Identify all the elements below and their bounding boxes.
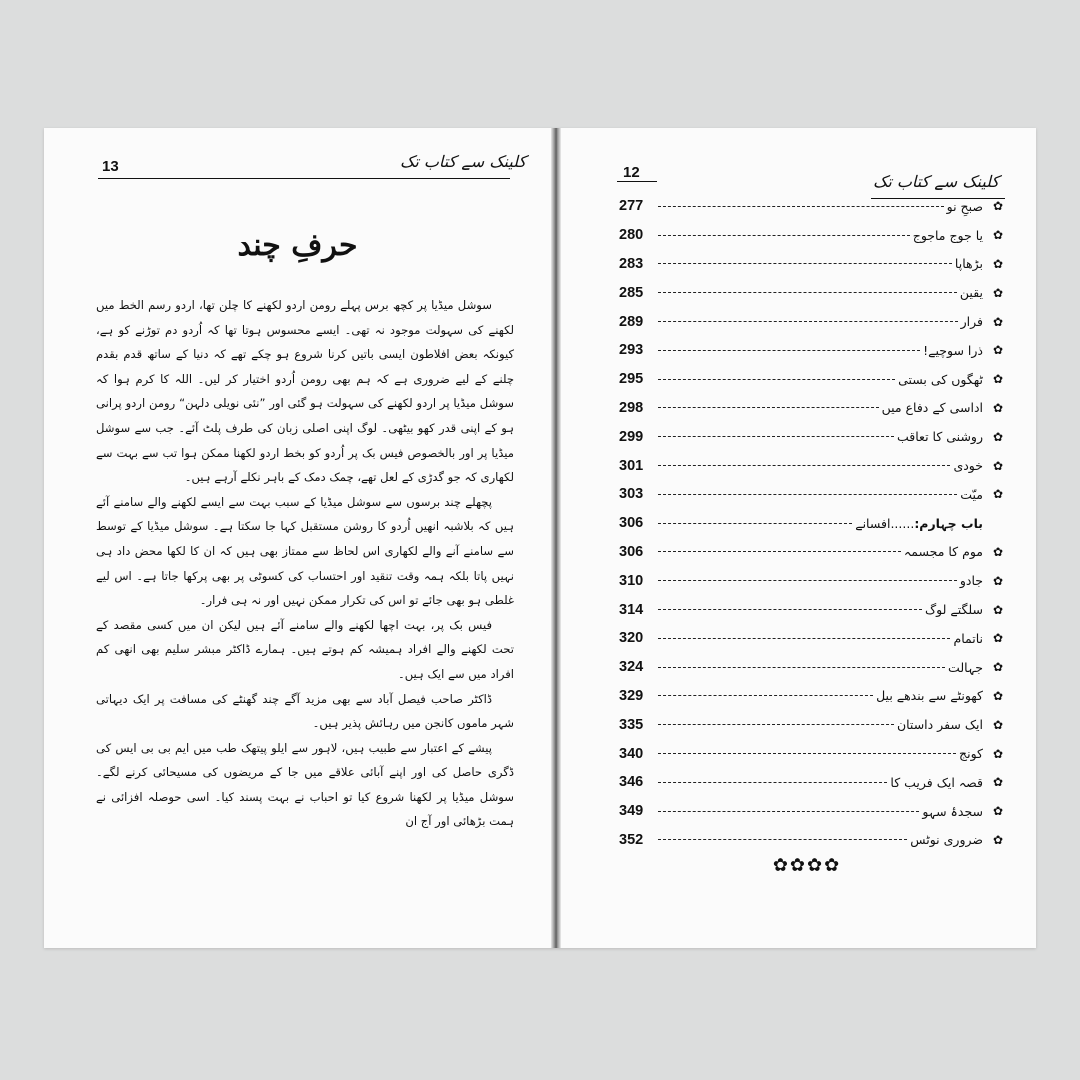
toc-row	[619, 307, 1005, 336]
toc-page-number: 293	[619, 342, 644, 359]
toc-page-number: 283	[619, 255, 644, 272]
toc-row	[619, 653, 1005, 682]
flower-icon: ✿	[992, 343, 1004, 358]
left-page	[44, 128, 551, 948]
toc-title-text: فرار	[960, 314, 983, 330]
dot-leader	[658, 695, 873, 696]
toc-title-text: ٹھگوں کی بستی	[898, 371, 983, 387]
toc-page-number: 349	[619, 803, 644, 820]
dot-leader	[658, 350, 920, 351]
toc-page-number: 306	[619, 515, 644, 532]
dot-leader	[658, 724, 894, 725]
toc-title	[904, 544, 983, 559]
toc-title-text: کونج	[959, 746, 983, 762]
toc-page-number: 306	[619, 543, 644, 560]
toc-row	[619, 480, 1005, 509]
dot-leader	[658, 839, 907, 840]
toc-row	[619, 451, 1005, 480]
toc-row	[619, 566, 1005, 595]
toc-page-number: 280	[619, 227, 644, 244]
toc-title-text: ناتمام	[953, 630, 983, 646]
toc-row	[619, 624, 1005, 653]
toc-title	[890, 775, 983, 790]
toc-title-text: میّت	[960, 486, 983, 502]
toc-title-text: بڑھاپا	[954, 256, 983, 272]
toc-title	[959, 746, 983, 761]
toc-row	[619, 739, 1005, 768]
book-gutter	[551, 128, 561, 948]
toc-title-text: کھونٹے سے بندھے بیل	[876, 688, 983, 704]
dot-leader	[658, 551, 901, 552]
toc-title-text: روشنی کا تعاقب	[896, 429, 983, 445]
toc-page-number: 289	[619, 313, 644, 330]
toc-title	[923, 343, 983, 358]
page-number-rule	[617, 181, 657, 182]
flower-icon: ✿	[992, 573, 1004, 588]
dot-leader	[658, 580, 957, 581]
toc-row	[619, 595, 1005, 624]
toc-page-number: 346	[619, 774, 644, 791]
toc-title	[953, 458, 983, 473]
toc-row	[619, 710, 1005, 739]
flower-icon: ✿	[992, 400, 1004, 415]
toc-title-text: یقین	[959, 285, 983, 301]
flower-icon: ✿	[992, 832, 1004, 847]
flower-icon: ✿	[992, 688, 1004, 703]
toc-title	[955, 256, 983, 271]
toc-row	[619, 682, 1005, 711]
flower-icon: ✿	[992, 199, 1004, 214]
toc-page-number: 298	[619, 399, 644, 416]
toc-row	[619, 797, 1005, 826]
dot-leader	[658, 494, 957, 495]
toc-title	[948, 660, 983, 675]
paragraph: ڈاکٹر صاحب فیصل آباد سے بھی مزید آگے چند گھنٹے کی مسافت پر ایک دیہاتی شہر ماموں کانجن میں رہائش پذیر ہیں۔	[96, 691, 514, 731]
toc-row	[619, 394, 1005, 423]
toc-title-text: اداسی کے دفاع میں	[881, 400, 983, 416]
page-number: 12	[623, 164, 640, 181]
toc-title	[897, 429, 983, 444]
toc-row	[619, 192, 1005, 221]
flower-icon: ✿	[992, 372, 1004, 387]
toc-title-text: سلگتے لوگ	[924, 602, 983, 618]
flower-icon: ✿	[992, 458, 1004, 473]
toc-page-number: 335	[619, 716, 644, 733]
toc-page-number: 277	[619, 198, 644, 215]
toc-row	[619, 365, 1005, 394]
toc-title-text: قصہ ایک فریب کا	[890, 774, 983, 790]
dot-leader	[658, 407, 879, 408]
toc-title-text: ایک سفر داستان	[896, 717, 983, 733]
flower-icon: ✿	[992, 256, 1004, 271]
right-page	[561, 128, 1036, 948]
dot-leader	[658, 811, 919, 812]
toc-page-number: 324	[619, 659, 644, 676]
flower-icon: ✿	[992, 487, 1004, 502]
dot-leader	[658, 465, 950, 466]
flower-icon: ✿	[992, 746, 1004, 761]
toc-page-number: 285	[619, 284, 644, 301]
toc-page-number: 320	[619, 630, 644, 647]
toc-title	[953, 631, 983, 646]
flower-icon: ✿	[992, 285, 1004, 300]
toc-title	[876, 688, 983, 703]
book-spread	[44, 128, 1036, 948]
toc-title	[925, 602, 983, 617]
toc-section-tag: ......افسانے	[855, 515, 915, 531]
toc-row	[619, 278, 1005, 307]
running-head: کلینک سے کتاب تک	[400, 152, 527, 171]
dot-leader	[658, 263, 952, 264]
flower-icon: ✿	[992, 631, 1004, 646]
toc-row	[619, 250, 1005, 279]
toc-title	[961, 314, 983, 329]
dot-leader	[658, 667, 945, 668]
toc-page-number: 329	[619, 687, 644, 704]
flower-icon: ✿	[992, 660, 1004, 675]
toc-title	[897, 717, 983, 732]
dot-leader	[658, 638, 950, 639]
toc-section-row	[619, 509, 1005, 538]
running-head: کلینک سے کتاب تک	[873, 172, 1000, 191]
toc-page-number: 303	[619, 486, 644, 503]
body-text	[96, 293, 514, 834]
toc-page-number: 352	[619, 831, 644, 848]
toc-title-text: ضروری نوٹس	[910, 832, 983, 848]
toc-row	[619, 336, 1005, 365]
toc-page-number: 310	[619, 572, 644, 589]
page-number: 13	[102, 158, 119, 175]
paragraph: پچھلے چند برسوں سے سوشل میڈیا کے سبب بہت سے ایسے لکھنے والے سامنے آئے ہیں کہ بلاشبہ انھیں اُردو کا روشن مستقبل کہا جا سکتا ہے۔ سوشل میڈیا کے توسط سے سامنے آنے والے لکھاری اس لحاظ سے ممتاز بھی ہیں کہ ان کا لکھا محض داد ہی نہیں پاتا بلکہ ہمہ وقت تنقید اور احتساب کی کسوٹی پر بھی پرکھا جاتا ہے۔ اس لیے غلطی ہو بھی جائے تو اس کی تکرار ممکن نہیں اور نہ ہی فرار۔	[96, 494, 514, 608]
toc-page-number: 301	[619, 457, 644, 474]
paragraph: فیس بک پر، بہت اچھا لکھنے والے سامنے آئے ہیں لیکن ان میں کسی مقصد کے تحت لکھنے والے افراد ہمیشہ کم ہوتے ہیں۔ ہمارے ڈاکٹر مبشر سلیم بھی انھی کم افراد میں سے ایک ہیں۔	[96, 617, 514, 681]
toc-title	[910, 832, 983, 847]
flower-icon: ✿	[992, 804, 1004, 819]
dot-leader	[658, 321, 958, 322]
header-rule	[98, 178, 510, 179]
end-ornament: ✿✿✿✿	[772, 855, 842, 876]
toc-title-text: خودی	[953, 458, 983, 474]
toc-row	[619, 826, 1005, 855]
dot-leader	[658, 609, 922, 610]
toc-title	[922, 804, 983, 819]
toc-title	[898, 372, 983, 387]
toc-page-number: 340	[619, 745, 644, 762]
flower-icon: ✿	[992, 544, 1004, 559]
dot-leader	[658, 436, 894, 437]
toc-title	[960, 285, 983, 300]
toc-title-text: باب چہارم:	[914, 515, 983, 531]
toc-title-text: ذرا سوچیے!	[923, 342, 983, 358]
toc-page-number: 295	[619, 371, 644, 388]
toc-title-text: صبحِ نو	[946, 198, 983, 214]
toc-title-text: جادو	[959, 573, 983, 589]
paragraph: پیشے کے اعتبار سے طبیب ہیں، لاہور سے ایلو پیتھک طب میں ایم بی بی ایس کی ڈگری حاصل کی اور اپنے آبائی علاقے میں جا کے مریضوں کی مسیحائی کرنے لگے۔ سوشل میڈیا پر لکھنا شروع کیا تو احباب نے بہت پسند کیا۔ اسی حوصلہ افزائی نے ہمت بڑھائی اور آج ان	[96, 740, 514, 829]
table-of-contents	[619, 192, 1005, 854]
dot-leader	[658, 753, 956, 754]
dot-leader	[658, 782, 887, 783]
toc-title	[960, 573, 983, 588]
toc-title-text: موم کا مجسمہ	[903, 544, 983, 560]
toc-title-text: سجدۂ سہو	[922, 803, 983, 819]
toc-title	[947, 199, 983, 214]
toc-title	[855, 516, 983, 531]
flower-icon: ✿	[992, 228, 1004, 243]
dot-leader	[658, 379, 895, 380]
toc-title-text: یا جوج ماجوج	[912, 227, 983, 243]
toc-title-text: جہالت	[948, 659, 983, 675]
dot-leader	[658, 292, 957, 293]
flower-icon: ✿	[992, 717, 1004, 732]
toc-row	[619, 768, 1005, 797]
dot-leader	[658, 235, 910, 236]
toc-row	[619, 422, 1005, 451]
toc-title	[960, 487, 983, 502]
toc-title	[882, 400, 983, 415]
dot-leader	[658, 206, 944, 207]
dot-leader	[658, 523, 852, 524]
toc-page-number: 299	[619, 428, 644, 445]
flower-icon: ✿	[992, 775, 1004, 790]
toc-page-number: 314	[619, 601, 644, 618]
paragraph: سوشل میڈیا پر کچھ برس پہلے رومن اردو لکھنے کا چلن تھا، اردو رسم الخط میں لکھنے کی سہولت موجود نہ تھی۔ ایسے محسوس ہوتا تھا کہ اُردو دم توڑنے کو ہے، کیونکہ بعض افلاطون ایسی باتیں کرنا شروع ہو چکے تھے کہ دنیا کے ساتھ قدم بقدم چلنے کے لیے ضروری ہے کہ ہم بھی رومن اُردو اختیار کر لیں۔ اللہ کا کرم ہوا کہ سوشل میڈیا پر اردو لکھنے کی سہولت ہو گئی اور ”نئی نویلی دلہن“ رومن اردو پرانی ہو کے اپنی قدر کھو بیٹھی۔ لوگ اپنی اصلی زبان کی طرف پلٹ آئے۔ جب سے سوشل میڈیا پر اور بالخصوص فیس بک پر اُردو کو بخط اردو لکھنا ممکن ہوا تب سے بہت سے لکھاری کہ جو گدڑی کے لعل تھے، چمک دمک کے باہر نکلے آرہے ہیں۔	[96, 298, 514, 485]
flower-icon: ✿	[992, 602, 1004, 617]
toc-title	[913, 228, 983, 243]
toc-row	[619, 221, 1005, 250]
toc-row	[619, 538, 1005, 567]
flower-icon: ✿	[992, 314, 1004, 329]
flower-icon: ✿	[992, 429, 1004, 444]
chapter-title: حرفِ چند	[237, 228, 358, 263]
